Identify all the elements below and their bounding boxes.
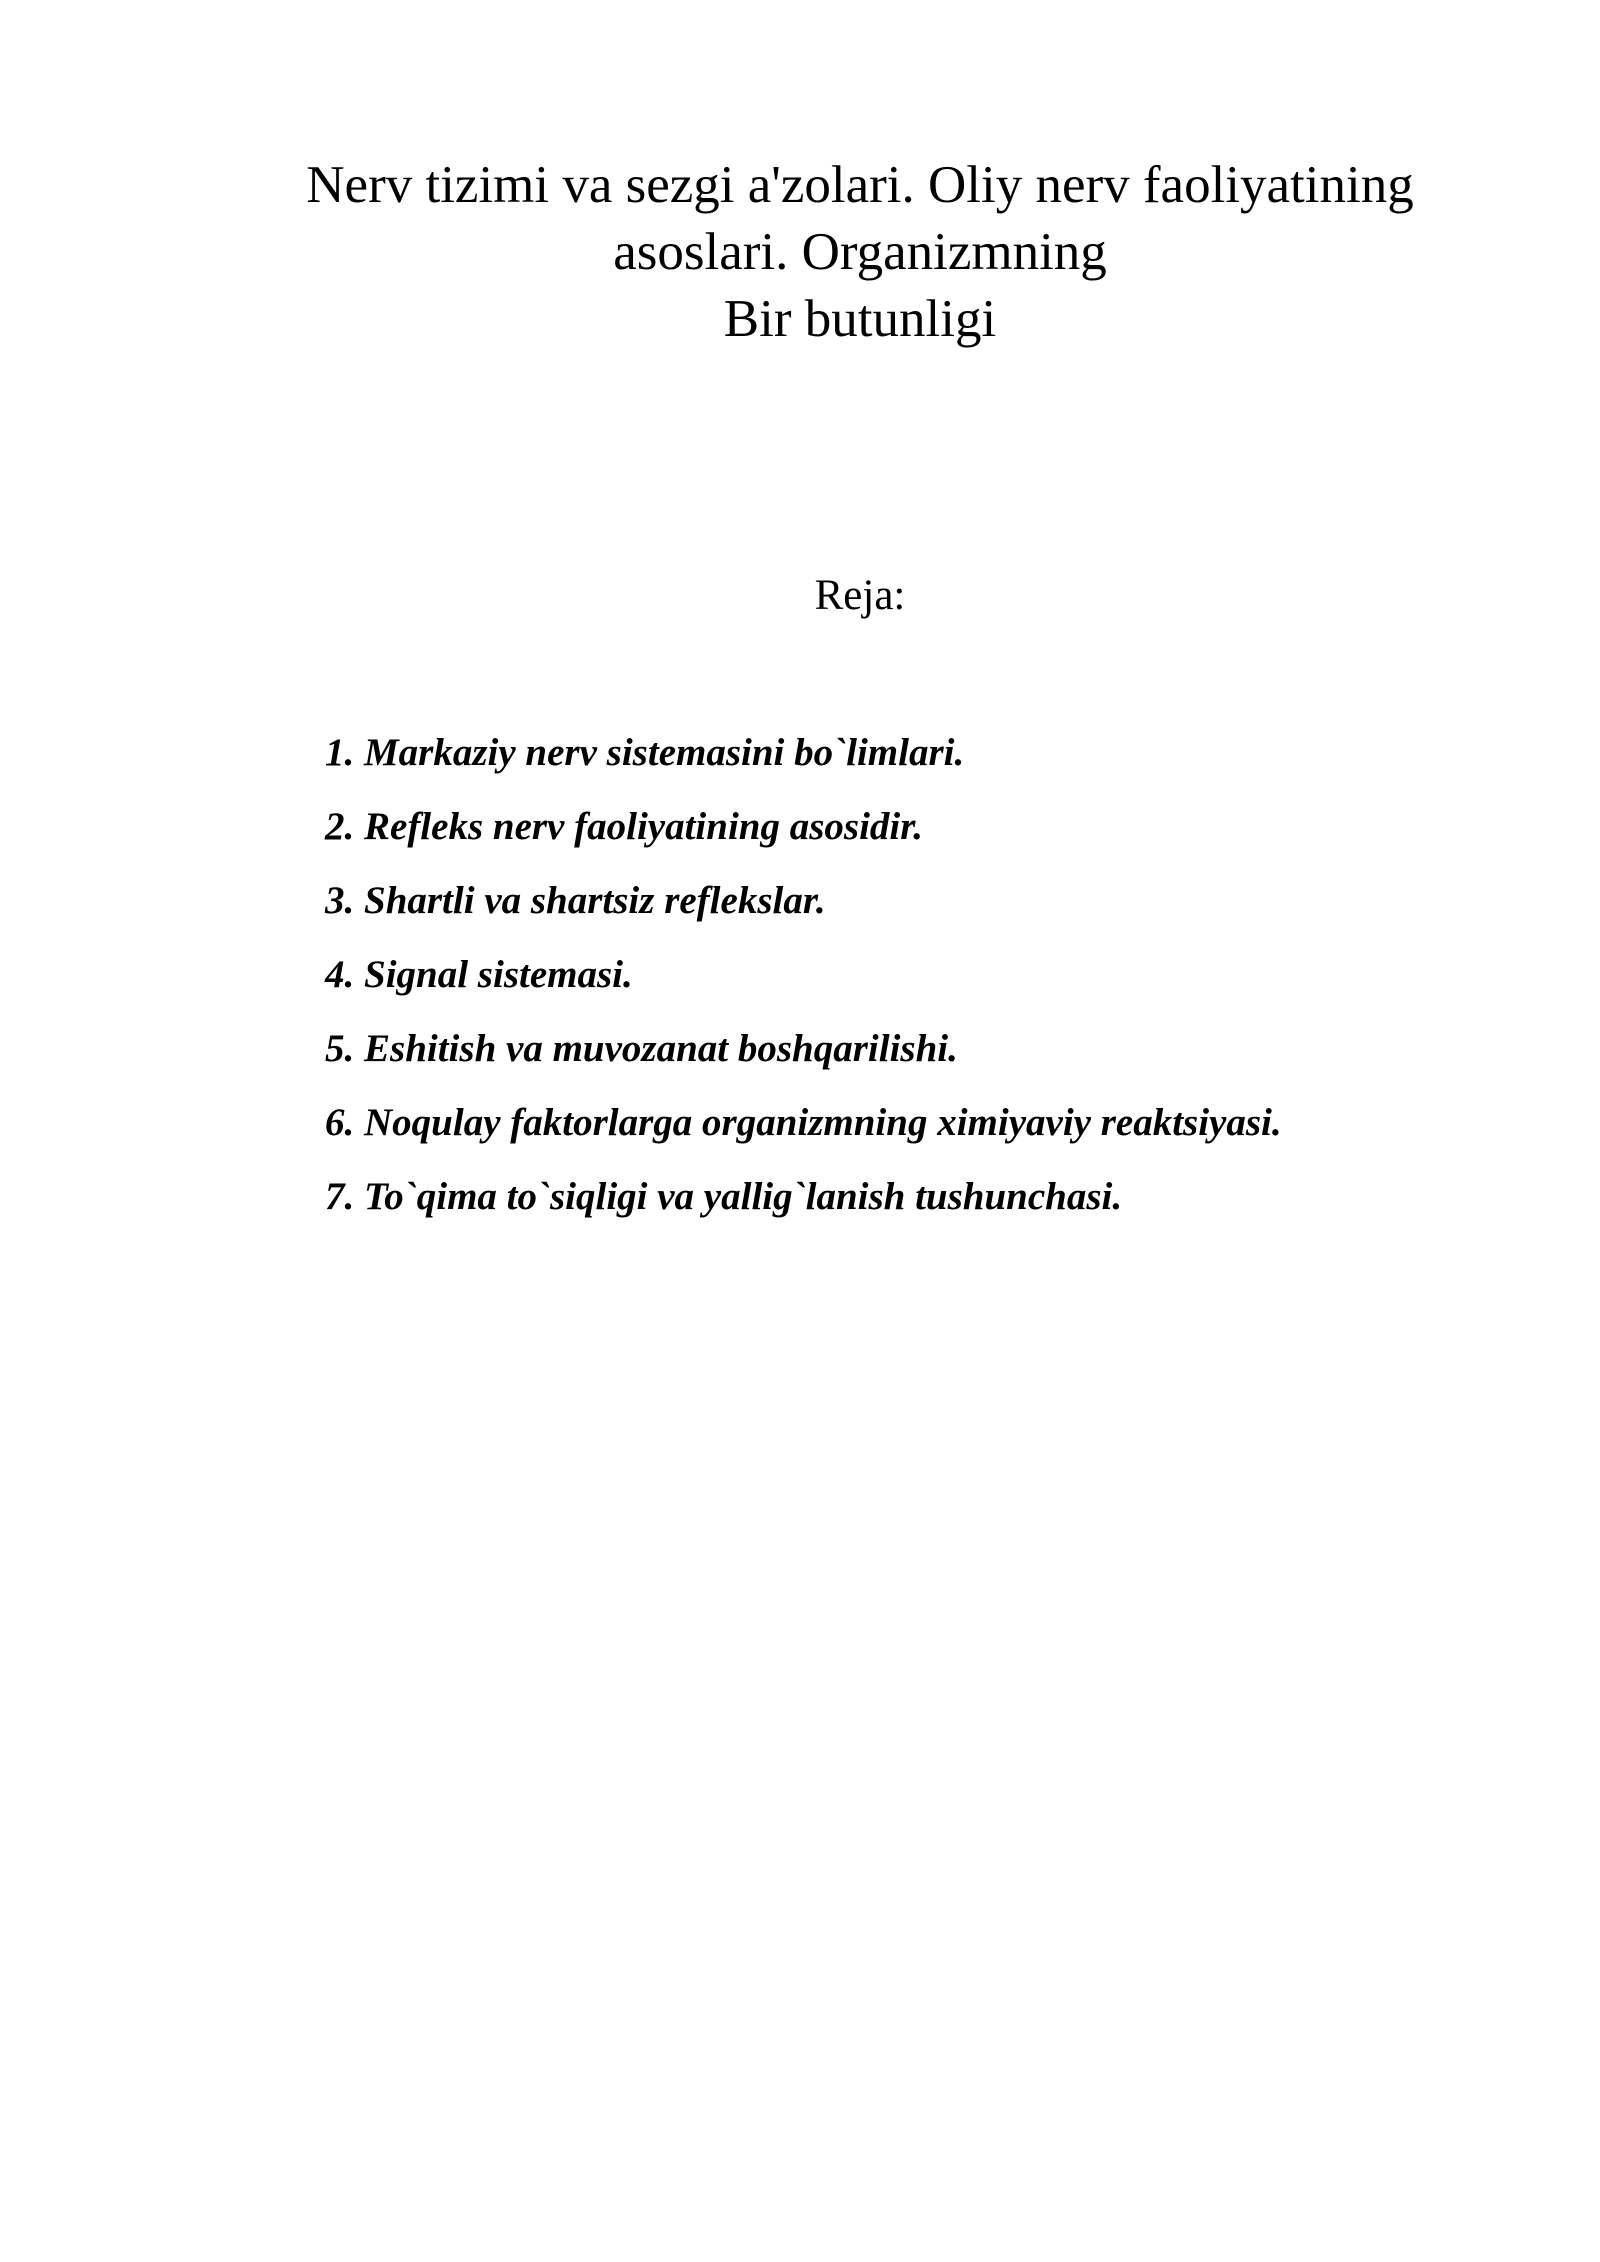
plan-item — [325, 799, 1525, 873]
plan-item-number: 5. — [325, 1027, 355, 1070]
plan-item-text: Eshitish va muvozanat boshqarilishi. — [364, 1027, 958, 1070]
plan-item-text: Shartli va shartsiz reflekslar. — [364, 879, 826, 922]
plan-item-text: Signal sistemasi. — [364, 953, 633, 996]
title-line-1: Nerv tizimi va sezgi a'zolari. Oliy nerv faoliyatining — [306, 156, 1414, 214]
plan-item — [325, 1021, 1525, 1095]
plan-item-text: Refleks nerv faoliyatining asosidir. — [364, 805, 924, 848]
title-line-3: Bir butunligi — [723, 290, 997, 348]
title-line-2: asoslari. Organizmning — [613, 223, 1107, 281]
plan-item-number: 3. — [325, 879, 355, 922]
plan-item-text: Noqulay faktorlarga organizmning ximiyaviy reaktsiyasi. — [364, 1101, 1282, 1144]
plan-item-text: To`qima to`siqligi va yallig`lanish tushunchasi. — [364, 1175, 1123, 1218]
plan-item-number: 6. — [325, 1101, 355, 1144]
document-title — [220, 152, 1500, 353]
plan-item-text: Markaziy nerv sistemasini bo`limlari. — [364, 731, 965, 774]
plan-item — [325, 1095, 1525, 1169]
plan-item — [325, 725, 1525, 799]
plan-item-number: 7. — [325, 1175, 355, 1218]
plan-item-number: 4. — [325, 953, 355, 996]
plan-list — [325, 725, 1525, 1243]
plan-heading: Reja: — [814, 572, 906, 619]
plan-item-number: 2. — [325, 805, 355, 848]
plan-item — [325, 1169, 1525, 1243]
plan-item — [325, 947, 1525, 1021]
plan-item-number: 1. — [325, 731, 355, 774]
plan-item — [325, 873, 1525, 947]
